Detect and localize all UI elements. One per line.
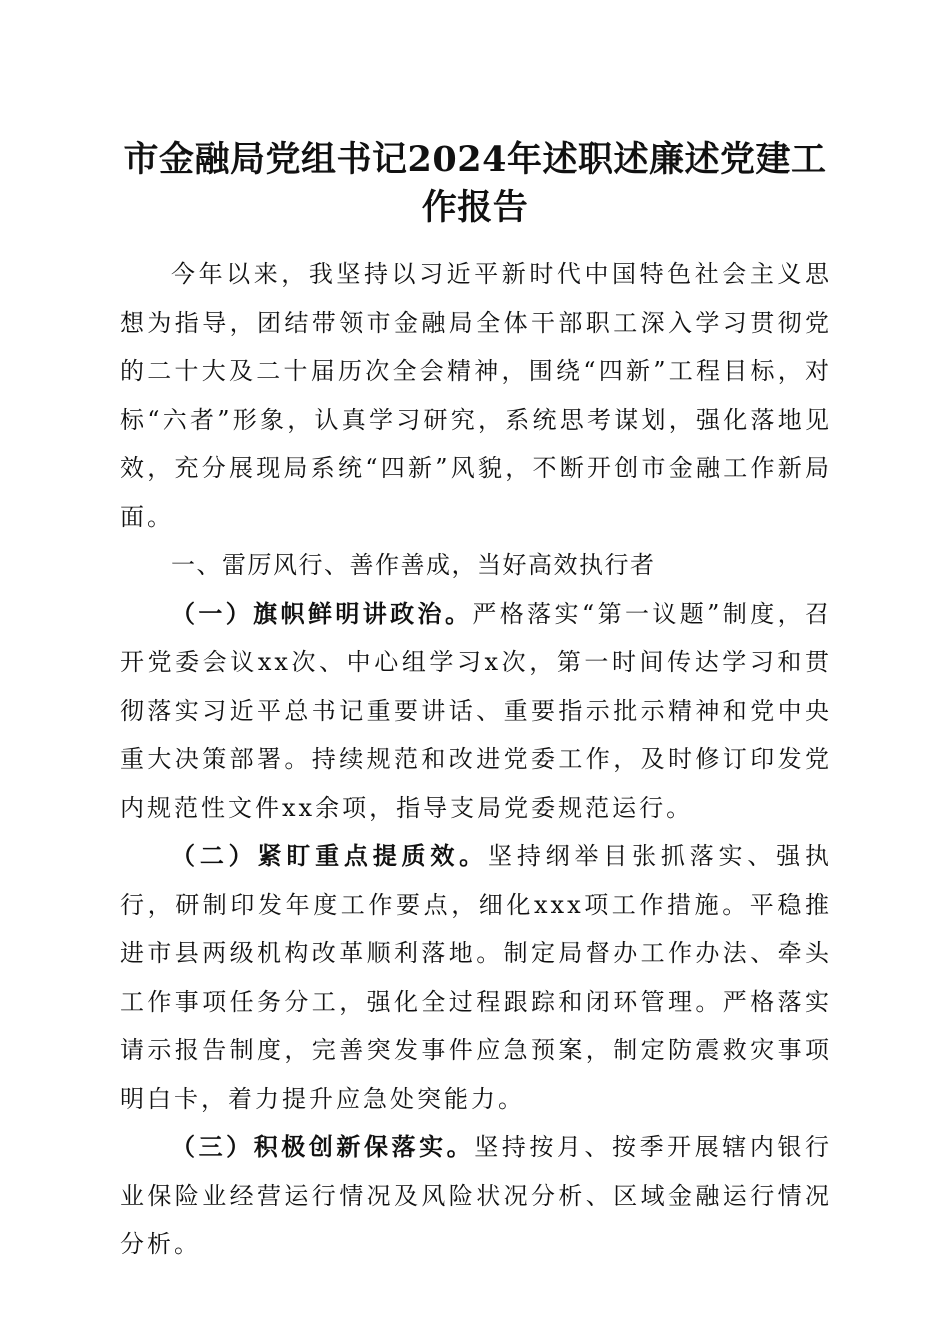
document-title: 市金融局党组书记2024年述职述廉述党建工作报告 <box>123 139 827 228</box>
item-text: 坚持纲举目张抓落实、强执行，研制印发年度工作要点，细化xxx项工作措施。平稳推进市县两级机构改革顺利落地。制定局督办工作办法、牵头工作事项任务分工，强化全过程跟踪和闭环管理。严格落实请示报告制度，完善突发事件应急预案，制定防震救灾事项明白卡，着力提升应急处突能力。 <box>120 842 832 1113</box>
item-lead: （三）积极创新保落实。 <box>171 1132 475 1161</box>
item-paragraph-1 <box>120 590 832 833</box>
item-text: 坚持按月、按季开展辖内银行业保险业经营运行情况及风险状况分析、区域金融运行情况分析。 <box>120 1133 833 1258</box>
item-lead: （一）旗帜鲜明讲政治。 <box>171 598 473 628</box>
item-paragraph-2 <box>120 832 832 1123</box>
item-text: 严格落实“第一议题”制度，召开党委会议xx次、中心组学习x次，第一时间传达学习和贯彻落实习近平总书记重要讲话、重要指示批示精神和党中央重大决策部署。持续规范和改进党委工作，及时修订印发党内规范性文件xx余项，指导支局党委规范运行。 <box>120 599 833 822</box>
item-paragraph-3 <box>120 1123 832 1269</box>
intro-paragraph: 今年以来，我坚持以习近平新时代中国特色社会主义思想为指导，团结带领市金融局全体干部职工深入学习贯彻党的二十大及二十届历次全会精神，围绕“四新”工程目标，对标“六者”形象，认真学习研究，系统思考谋划，强化落地见效，充分展现局系统“四新”风貌，不断开创市金融工作新局面。 <box>120 260 832 531</box>
section-heading: 一、雷厉风行、善作善成，当好高效执行者 <box>171 551 656 579</box>
document-body <box>120 250 832 1269</box>
item-lead: （二）紧盯重点提质效。 <box>171 841 488 870</box>
